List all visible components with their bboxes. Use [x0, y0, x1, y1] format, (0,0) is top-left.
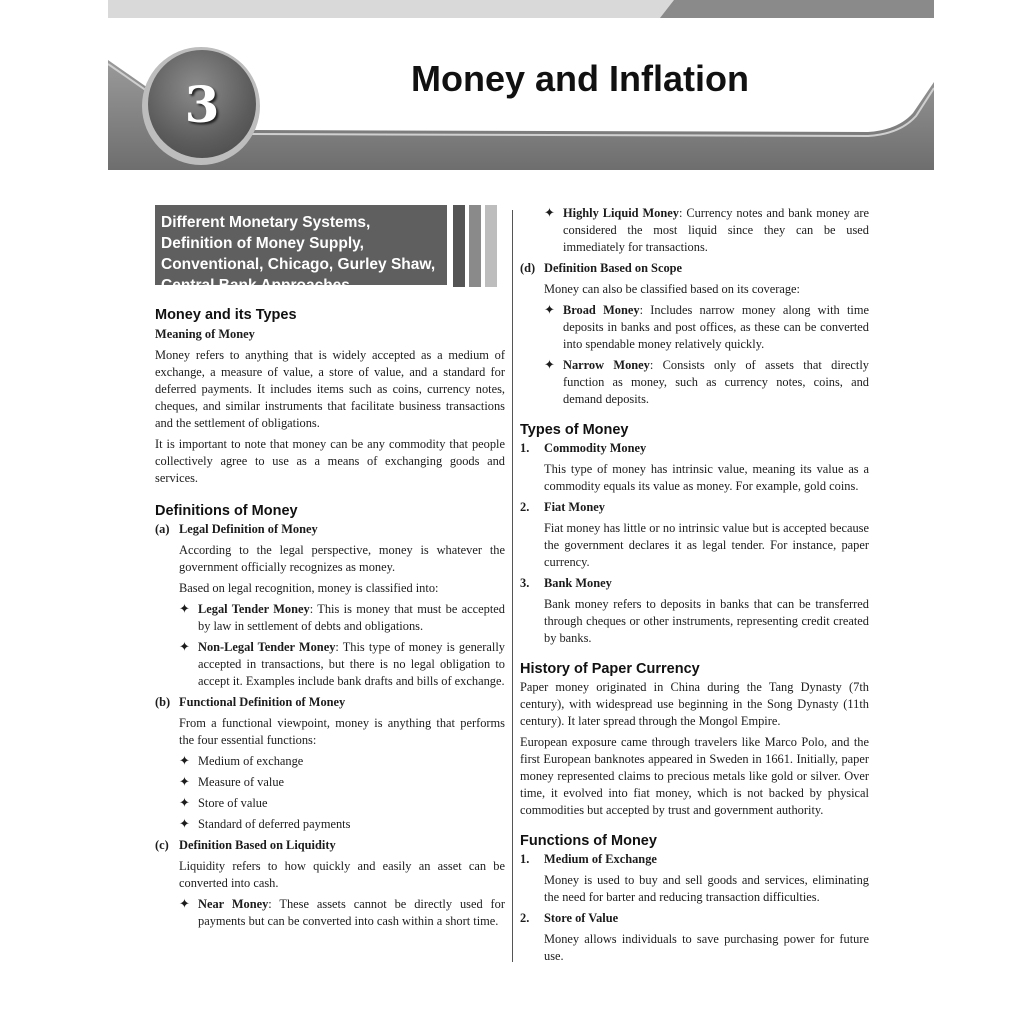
bullet-star-icon: ✦ — [544, 358, 555, 373]
subheading-meaning: Meaning of Money — [155, 327, 255, 341]
bullet-star-icon: ✦ — [179, 897, 190, 912]
paragraph: Fiat money has little or no intrinsic value but is accepted because the government declares it as legal tender. For instance, paper currency. — [544, 521, 869, 569]
heading-money-types: Money and its Types — [155, 307, 297, 323]
paragraph: It is important to note that money can be any commodity that people collectively agree to use as a means of exchanging goods and services. — [155, 437, 505, 485]
bullet-star-icon: ✦ — [179, 754, 190, 769]
function-2-title: 2. Store of Value — [520, 911, 619, 925]
bullet-item: ✦ Standard of deferred payments — [179, 817, 351, 832]
type-2-title: 2. Fiat Money — [520, 500, 605, 514]
bullet-item: ✦ Non-Legal Tender Money: This type of money is generally accepted in transactions, but there is no legal obligation to accept it. Examples include bank drafts and bills of exchange. — [179, 640, 506, 688]
bullet-star-icon: ✦ — [179, 775, 190, 790]
bullet-star-icon: ✦ — [544, 303, 555, 318]
chapter-title: Money and Inflation — [411, 58, 749, 99]
section-header — [155, 205, 505, 294]
type-1-title: 1. Commodity Money — [520, 441, 647, 455]
definition-d-title: (d) Definition Based on Scope — [520, 261, 683, 275]
paragraph: Liquidity refers to how quickly and easily an asset can be converted into cash. — [179, 859, 505, 890]
bullet-item: ✦ Legal Tender Money: This is money that must be accepted by law in settlement of debts and obligations. — [179, 602, 506, 633]
definition-a-title: (a) Legal Definition of Money — [155, 522, 318, 536]
paragraph: Based on legal recognition, money is classified into: — [179, 581, 439, 595]
decor-bar — [469, 205, 481, 287]
heading-history: History of Paper Currency — [520, 661, 700, 677]
bullet-star-icon: ✦ — [179, 640, 190, 655]
right-column — [520, 205, 869, 965]
bullet-item: ✦ Near Money: These assets cannot be directly used for payments but can be converted into cash within a short time. — [179, 897, 505, 928]
bullet-item: ✦ Store of value — [179, 796, 268, 811]
chapter-number-badge: 3 — [148, 50, 256, 158]
decor-bar — [485, 205, 497, 287]
definition-b-title: (b) Functional Definition of Money — [155, 695, 346, 709]
paragraph: From a functional viewpoint, money is anything that performs the four essential functions: — [179, 716, 505, 747]
bullet-item: ✦ Measure of value — [179, 775, 285, 790]
bullet-item: ✦ Broad Money: Includes narrow money along with time deposits in banks and post offices, as these can be converted into spendable money relatively quickly. — [544, 303, 869, 351]
paragraph: Money can also be classified based on its coverage: — [544, 282, 800, 296]
bullet-star-icon: ✦ — [179, 602, 190, 617]
definition-c-title: (c) Definition Based on Liquidity — [155, 838, 336, 852]
header-strip-dark — [660, 0, 934, 18]
decor-bar — [453, 205, 465, 287]
paragraph: Money allows individuals to save purchasing power for future use. — [544, 932, 869, 963]
section-box: Different Monetary Systems, Definition of Money Supply, Conventional, Chicago, Gurley Shaw, Central Bank Approaches — [155, 205, 447, 285]
paragraph: Bank money refers to deposits in banks that can be transferred through cheques or other instruments, representing credit created by banks. — [544, 597, 869, 645]
paragraph: Paper money originated in China during the Tang Dynasty (7th century), with widespread use beginning in the Song Dynasty (11th century). It later spread through the Mongol Empire. — [520, 680, 869, 728]
bullet-item: ✦ Narrow Money: Consists only of assets that directly function as money, such as currency notes, coins, and demand deposits. — [544, 358, 869, 406]
bullet-item: ✦ Medium of exchange — [179, 754, 304, 769]
paragraph: Money is used to buy and sell goods and services, eliminating the need for barter and reducing transaction difficulties. — [544, 873, 869, 904]
column-divider — [512, 210, 513, 962]
left-column — [155, 205, 505, 930]
heading-types: Types of Money — [520, 422, 629, 438]
bullet-star-icon: ✦ — [179, 817, 190, 832]
paragraph: According to the legal perspective, money is whatever the government officially recognizes as money. — [179, 543, 505, 574]
paragraph: This type of money has intrinsic value, meaning its value as a commodity equals its value as money. For example, gold coins. — [544, 462, 869, 493]
bullet-star-icon: ✦ — [179, 796, 190, 811]
bullet-item: ✦ Highly Liquid Money: Currency notes and bank money are considered the most liquid since they can be used immediately for transactions. — [544, 206, 869, 254]
heading-definitions: Definitions of Money — [155, 503, 298, 519]
heading-functions: Functions of Money — [520, 833, 657, 849]
paragraph: Money refers to anything that is widely accepted as a medium of exchange, a measure of value, a store of value, and a standard for deferred payments. It includes items such as coins, currency notes, cheques, and similar instruments that facilitate business transactions and the settlement of obligations. — [155, 348, 505, 430]
paragraph: European exposure came through travelers like Marco Polo, and the first European banknotes appeared in Sweden in 1661. Initially, paper money represented claims to precious metals like gold or silver. Over time, it evolved into fiat money, which is not backed by physical commodities but accepted by trust and government authority. — [520, 735, 869, 817]
type-3-title: 3. Bank Money — [520, 576, 612, 590]
function-1-title: 1. Medium of Exchange — [520, 852, 657, 866]
bullet-star-icon: ✦ — [544, 206, 555, 221]
